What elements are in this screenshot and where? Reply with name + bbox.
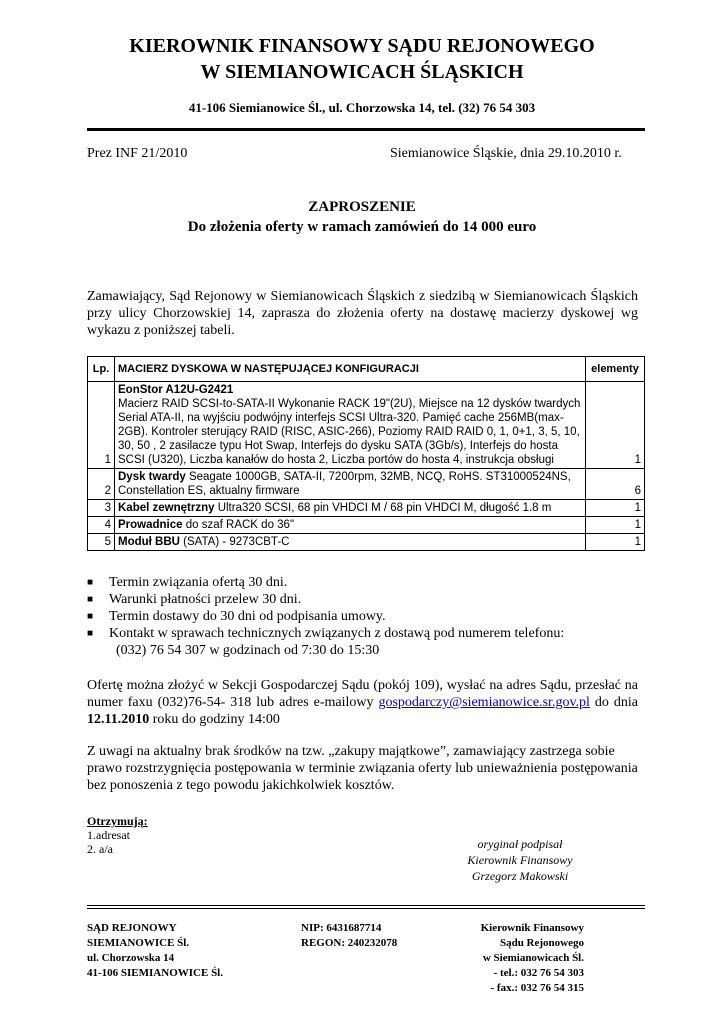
row-name: EonStor A12U-G2421 <box>118 384 234 396</box>
row-description <box>115 382 586 469</box>
row-lp: 3 <box>88 500 115 517</box>
signature-block: oryginał podpisał Kierownik Finansowy Grzegorz Makowski <box>467 837 573 883</box>
table-row <box>88 469 645 500</box>
header-title-line2: W SIEMIANOWICACH ŚLĄSKICH <box>200 61 524 83</box>
bullet-icon: ■ <box>87 594 94 605</box>
header-config: MACIERZ DYSKOWA W NASTĘPUJĄCEJ KONFIGURACJI <box>115 357 586 382</box>
row-qty: 6 <box>586 469 645 500</box>
invitation-subtitle: Do złożenia oferty w ramach zamówień do 14 000 euro <box>187 219 537 235</box>
table-row <box>88 517 645 534</box>
offer-paragraph: Ofertę można złożyć w Sekcji Gospodarczej Sądu (pokój 109), wysłać na adres Sądu, przesłać na numer faxu (032)76-54- 318 lub adres e-mailowy gospodarczy@siemianowice.sr.gov.pl do dnia 12.11.2010 roku do godziny 14:00 <box>87 678 638 727</box>
header-divider <box>87 128 645 131</box>
list-item: ■ Kontakt w sprawach technicznych związanych z dostawą pod numerem telefonu: <box>87 626 565 641</box>
row-description <box>115 469 586 500</box>
row-qty: 1 <box>586 382 645 469</box>
footer-court: SĄD REJONOWY SIEMIANOWICE Śl. ul. Chorzowska 14 41-106 SIEMIANOWICE Śl. <box>87 922 223 979</box>
row-name: Dysk twardy <box>118 471 186 483</box>
footer-divider-bottom <box>87 908 645 909</box>
invitation-title: ZAPROSZENIE <box>308 199 416 215</box>
recipients-label: Otrzymują: <box>87 814 148 828</box>
list-item: ■ Warunki płatności przelew 30 dni. <box>87 592 302 607</box>
row-desc: do szaf RACK do 36" <box>182 519 295 531</box>
list-item: ■ Termin dostawy do 30 dni od podpisania umowy. <box>87 609 386 624</box>
list-item: ■ Termin związania ofertą 30 dni. <box>87 575 288 590</box>
row-description <box>115 517 586 534</box>
row-desc: Macierz RAID SCSI-to-SATA-II Wykonanie RACK 19"(2U), Miejsce na 12 dysków twardych Serial ATA-II, na wyjściu podwójny interfejs SCSI Ultra-320. Pamięć cache 256MB(max-2GB). Kontroler sterujący RAID (RISC, ASIC-266), Poziomy RAID RAID 0, 1, 0+1, 3, 5, 10, 30, 50 , 2 zasilacze typu Hot Swap, Interfejs do dysku SATA (3Gb/s), Interfejs do hosta SCSI (U320), Liczba kanałów do hosta 2, Liczba portów do hosta 4, instrukcja obsługi <box>118 398 581 466</box>
row-qty: 1 <box>586 500 645 517</box>
header-address: 41-106 Siemianowice Śl., ul. Chorzowska 14, tel. (32) 76 54 303 <box>188 100 536 115</box>
row-lp: 4 <box>88 517 115 534</box>
header-title-line1: KIEROWNIK FINANSOWY SĄDU REJONOWEGO <box>129 35 595 57</box>
row-name: Moduł BBU <box>118 536 180 548</box>
spec-table <box>87 356 645 551</box>
row-lp: 2 <box>88 469 115 500</box>
row-desc: Ultra320 SCSI, 68 pin VHDCI M / 68 pin VHDCI M, długość 1.8 m <box>214 502 552 514</box>
row-description <box>115 500 586 517</box>
row-description <box>115 534 586 551</box>
table-row <box>88 534 645 551</box>
offer-deadline: 12.11.2010 <box>87 712 150 727</box>
intro-paragraph: Zamawiający, Sąd Rejonowy w Siemianowicach Śląskich z siedzibą w Siemianowicach Śląskich przy ulicy Chorzowskiej 14, zaprasza do złożenia oferty na dostawę macierzy dyskowej wg wykazu z poniższej tabeli. <box>87 289 638 338</box>
row-name: Kabel zewnętrzny <box>118 502 215 514</box>
notice-paragraph: Z uwagi na aktualny brak środków na tzw. „zakupy majątkowe”, zamawiający zastrzega sobie prawo rozstrzygnięcia postępowania w terminie związania oferty lub unieważnienia postępowania bez ponoszenia z tego powodu jakichkolwiek kosztów. <box>87 744 638 793</box>
footer-ids: NIP: 6431687714 REGON: 240232078 <box>301 922 398 949</box>
header-lp: Lp. <box>88 357 115 382</box>
table-header-row <box>88 357 645 382</box>
bullet-icon: ■ <box>87 611 94 622</box>
row-desc: (SATA) - 9273CBT-C <box>179 536 290 548</box>
bullet-icon: ■ <box>87 628 94 639</box>
terms-list <box>87 574 647 659</box>
row-lp: 1 <box>88 382 115 469</box>
row-qty: 1 <box>586 534 645 551</box>
footer-divider-top <box>87 905 645 906</box>
table-row <box>88 500 645 517</box>
recipient-item: 1.adresat <box>87 828 130 842</box>
recipients <box>87 814 148 856</box>
table-row <box>88 382 645 469</box>
place-date: Siemianowice Śląskie, dnia 29.10.2010 r. <box>390 146 622 161</box>
bullet-icon: ■ <box>87 577 94 588</box>
row-name: Prowadnice <box>118 519 183 531</box>
header-elements: elementy <box>586 357 645 382</box>
row-lp: 5 <box>88 534 115 551</box>
reference-number: Prez INF 21/2010 <box>87 146 188 161</box>
recipient-item: 2. a/a <box>87 842 113 856</box>
contact-line: (032) 76 54 307 w godzinach od 7:30 do 15:30 <box>116 643 380 658</box>
footer-contact: Kierownik Finansowy Sądu Rejonowego w Siemianowicach Śl. - tel.: 032 76 54 303 - fax.: 032 76 54 315 <box>480 922 584 994</box>
email-link[interactable]: gospodarczy@siemianowice.sr.gov.pl <box>378 695 590 710</box>
row-qty: 1 <box>586 517 645 534</box>
row-desc: Seagate 1000GB, SATA-II, 7200rpm, 32MB, NCQ, RoHS. ST31000524NS, Constellation ES, aktualny firmware <box>118 471 571 497</box>
